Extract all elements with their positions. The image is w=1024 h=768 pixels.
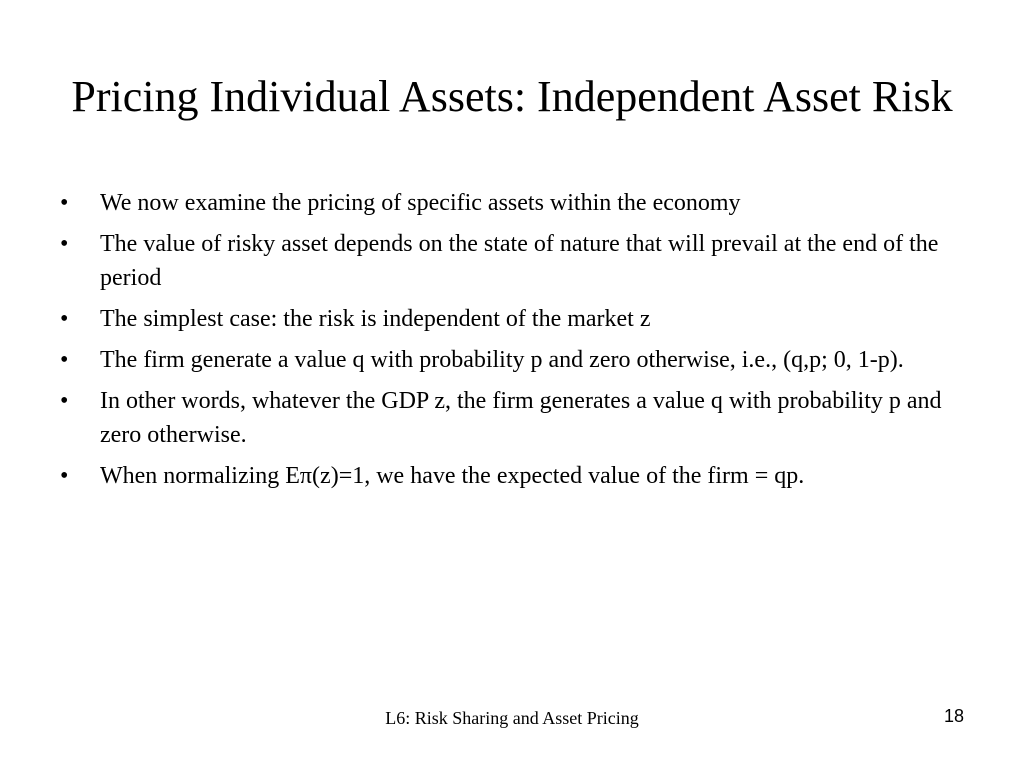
bullet-item-2 xyxy=(60,227,970,295)
bullet-icon: • xyxy=(60,347,69,373)
bullet-item-5 xyxy=(60,384,970,452)
footer-lecture-title: L6: Risk Sharing and Asset Pricing xyxy=(385,708,639,728)
bullet-icon: • xyxy=(60,463,69,489)
bullet-icon: • xyxy=(60,190,69,216)
bullet-text: The firm generate a value q with probability p and zero otherwise, i.e., (q,p; 0, 1-p). xyxy=(100,347,904,373)
bullet-text: When normalizing Eπ(z)=1, we have the expected value of the firm = qp. xyxy=(100,463,805,489)
bullet-text: The simplest case: the risk is independent of the market z xyxy=(100,306,651,332)
bullet-item-3 xyxy=(60,302,970,336)
bullet-text: We now examine the pricing of specific assets within the economy xyxy=(100,190,741,216)
bullet-item-4 xyxy=(60,343,970,377)
slide-title: Pricing Individual Assets: Independent Asset Risk xyxy=(71,72,953,121)
bullet-list xyxy=(60,186,970,500)
bullet-item-1 xyxy=(60,186,970,220)
bullet-text: The value of risky asset depends on the state of nature that will prevail at the end of the period xyxy=(100,231,939,291)
bullet-item-6 xyxy=(60,459,970,493)
bullet-icon: • xyxy=(60,388,69,414)
bullet-icon: • xyxy=(60,231,69,257)
bullet-icon: • xyxy=(60,306,69,332)
page-number: 18 xyxy=(943,706,964,726)
bullet-text: In other words, whatever the GDP z, the firm generates a value q with probability p and zero otherwise. xyxy=(100,388,942,448)
